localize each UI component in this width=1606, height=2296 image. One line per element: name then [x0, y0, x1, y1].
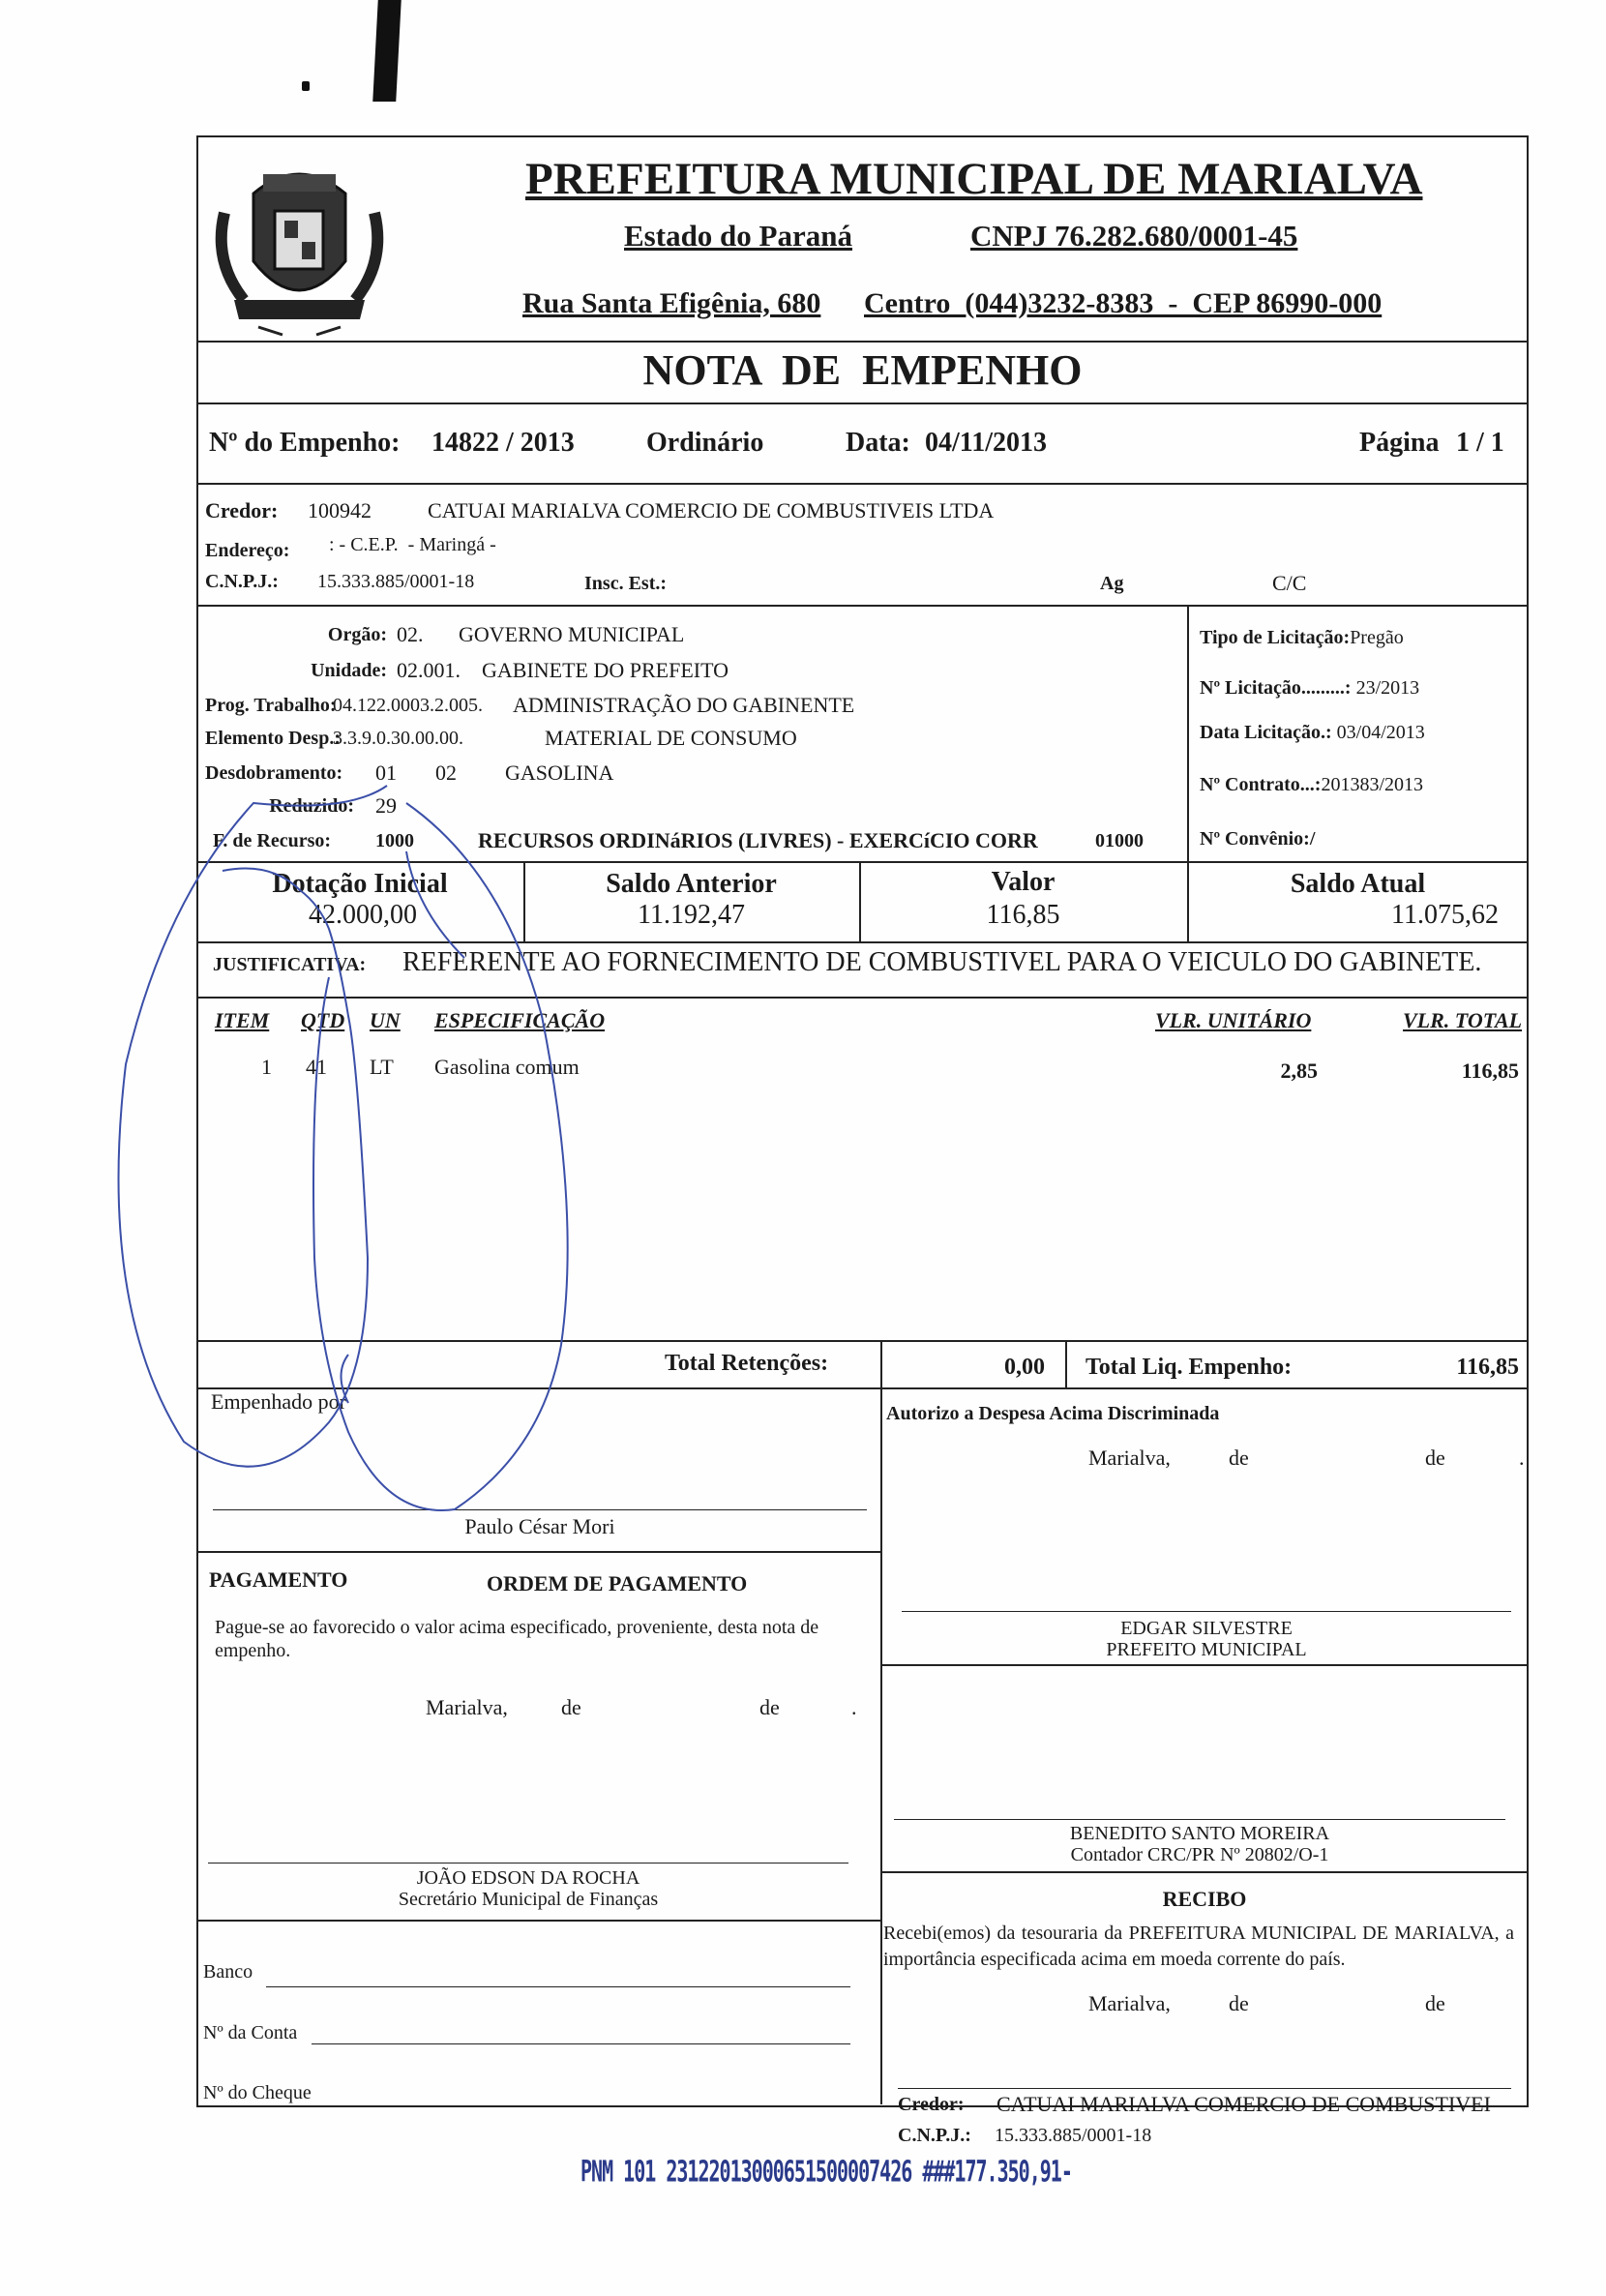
item-qtd: 41 — [306, 1055, 327, 1079]
receipt-creditor-label: Credor: — [898, 2094, 965, 2115]
prog-code: 04.122.0003.2.005. — [333, 695, 483, 716]
cc-label: C/C — [1272, 571, 1307, 595]
secretary-name: JOÃO EDSON DA ROCHA — [416, 1867, 640, 1889]
cnpj-label: C.N.P.J.: — [205, 571, 279, 592]
liquid-value: 116,85 — [1456, 1355, 1519, 1380]
divider — [196, 1551, 880, 1553]
valor-label: Valor — [991, 867, 1056, 897]
divider — [196, 2105, 880, 2107]
coat-of-arms-icon — [205, 155, 394, 339]
elemento-name: MATERIAL DE CONSUMO — [545, 726, 797, 750]
justificativa-text: REFERENTE AO FORNECIMENTO DE COMBUSTIVEL PARA O VEICULO DO GABINETE. — [402, 947, 1482, 977]
payment-order-label: ORDEM DE PAGAMENTO — [487, 1571, 748, 1595]
orgao-name: GOVERNO MUNICIPAL — [459, 622, 685, 646]
elemento-label: Elemento Desp.: — [205, 728, 341, 749]
orgao-label: Orgão: — [327, 624, 387, 645]
desdobramento-a: 01 — [375, 760, 397, 785]
col-header-total: VLR. TOTAL — [1403, 1008, 1523, 1032]
prog-name: ADMINISTRAÇÃO DO GABINENTE — [513, 693, 855, 717]
retencoes-label: Total Retenções: — [665, 1351, 829, 1376]
page-label: Página — [1359, 428, 1440, 458]
receipt-cnpj-label: C.N.P.J.: — [898, 2125, 971, 2146]
reduzido-label: Reduzido: — [269, 795, 354, 817]
receipt-title: RECIBO — [1162, 1887, 1247, 1911]
authentication-stamp: PNM 101 23122013000651500007426 ###177.350,91- — [580, 2154, 1072, 2189]
empenhado-label: Empenhado por — [211, 1389, 346, 1414]
payment-de2: de — [759, 1695, 780, 1719]
divider — [196, 941, 1529, 943]
saldo-atual-label: Saldo Atual — [1290, 869, 1426, 899]
data-licitacao-label — [1200, 722, 1425, 744]
num-licitacao-value: 23/2013 — [1355, 677, 1420, 699]
divider — [196, 403, 1529, 404]
account-label: Nº da Conta — [203, 2022, 298, 2043]
item-unit: LT — [370, 1055, 394, 1079]
header-cnpj: CNPJ 76.282.680/0001-45 — [970, 219, 1298, 253]
secretary-title: Secretário Municipal de Finanças — [398, 1889, 659, 1910]
liquid-label: Total Liq. Empenho: — [1086, 1355, 1293, 1380]
contrato-label-text: Nº Contrato...: — [1200, 774, 1322, 795]
date-value: 04/11/2013 — [925, 428, 1048, 458]
data-licitacao-value: 03/04/2013 — [1336, 722, 1425, 743]
page-value: 1 / 1 — [1456, 428, 1504, 458]
divider — [880, 1664, 1529, 1666]
empenho-value: 14822 / 2013 — [431, 428, 575, 458]
data-licitacao-label-text: Data Licitação.: — [1200, 722, 1332, 743]
tipo-licitacao-value: Pregão — [1350, 627, 1404, 648]
justificativa-label: JUSTIFICATIVA: — [213, 954, 367, 975]
divider — [196, 1387, 1529, 1389]
item-number: 1 — [261, 1055, 272, 1079]
dotacao-label: Dotação Inicial — [272, 869, 448, 899]
address-label: Endereço: — [205, 540, 290, 561]
payment-label: PAGAMENTO — [209, 1567, 348, 1592]
divider — [880, 1871, 1529, 1873]
item-spec: Gasolina comum — [434, 1055, 580, 1079]
retencoes-value: 0,00 — [1004, 1355, 1045, 1380]
col-header-un: UN — [370, 1008, 401, 1032]
convenio-label: Nº Convênio:/ — [1200, 828, 1316, 850]
place-de2: de — [1425, 1446, 1445, 1470]
autorizo-label: Autorizo a Despesa Acima Discriminada — [886, 1403, 1220, 1424]
account-field[interactable] — [312, 2043, 850, 2044]
recurso-code: 1000 — [375, 830, 414, 851]
header-contact: Centro (044)3232-8383 - CEP 86990-000 — [864, 287, 1383, 319]
unidade-label: Unidade: — [311, 660, 387, 681]
payment-dot: . — [851, 1695, 857, 1719]
unidade-name: GABINETE DO PREFEITO — [482, 658, 729, 682]
bank-label: Banco — [203, 1961, 253, 1983]
bank-field[interactable] — [266, 1986, 850, 1987]
divider — [196, 861, 1529, 863]
divider — [880, 1340, 882, 2104]
divider — [196, 1920, 880, 1922]
binder-dot — [302, 81, 310, 91]
ag-label: Ag — [1100, 573, 1124, 594]
place-dot: . — [1519, 1446, 1525, 1470]
saldo-anterior-value: 11.192,47 — [638, 900, 745, 930]
prog-label: Prog. Trabalho: — [205, 695, 337, 716]
valor-value: 116,85 — [986, 900, 1060, 930]
dotacao-value: 42.000,00 — [309, 900, 417, 930]
insc-label: Insc. Est.: — [584, 573, 668, 594]
receipt-de1: de — [1229, 1991, 1249, 2015]
tipo-licitacao-label — [1200, 627, 1404, 649]
receipt-de2: de — [1425, 1991, 1445, 2015]
payment-de1: de — [561, 1695, 581, 1719]
col-header-qtd: QTD — [301, 1008, 345, 1032]
mayor-title: PREFEITO MUNICIPAL — [1106, 1639, 1307, 1660]
signature-line — [213, 1509, 867, 1510]
place-de1: de — [1229, 1446, 1249, 1470]
divider — [196, 997, 1529, 999]
cheque-label: Nº do Cheque — [203, 2082, 312, 2103]
reduzido-value: 29 — [375, 793, 397, 818]
contrato-label — [1200, 774, 1423, 796]
tipo-licitacao-label-text: Tipo de Licitação: — [1200, 627, 1351, 648]
divider — [196, 605, 1529, 607]
divider — [196, 483, 1529, 485]
elemento-code: 3.3.9.0.30.00.00. — [333, 728, 463, 749]
divider — [196, 341, 1529, 343]
accountant-title: Contador CRC/PR Nº 20802/O-1 — [1070, 1844, 1329, 1865]
recurso-ref: 01000 — [1095, 830, 1144, 851]
creditor-code: 100942 — [308, 498, 372, 522]
creditor-label: Credor: — [205, 498, 279, 522]
header-state: Estado do Paraná — [624, 219, 852, 253]
empenho-label: Nº do Empenho: — [209, 428, 401, 458]
divider — [1065, 1342, 1067, 1388]
accountant-name: BENEDITO SANTO MOREIRA — [1069, 1823, 1330, 1844]
signature-line — [894, 1819, 1505, 1820]
payment-text: Pague-se ao favorecido o valor acima especificado, proveniente, desta nota de empenho. — [215, 1617, 819, 1661]
unidade-code: 02.001. — [397, 658, 461, 682]
signature-line — [902, 1611, 1511, 1612]
receipt-text: Recebi(emos) da tesouraria da PREFEITURA MUNICIPAL DE MARIALVA, a importância especificada acima em moeda corrente do país. — [883, 1923, 1514, 1970]
saldo-atual-value: 11.075,62 — [1391, 900, 1499, 930]
document-title: NOTA DE EMPENHO — [642, 346, 1083, 394]
saldo-anterior-label: Saldo Anterior — [606, 869, 777, 899]
num-licitacao-label-text: Nº Licitação.........: — [1200, 677, 1352, 699]
signature-line — [208, 1863, 848, 1864]
cnpj-value: 15.333.885/0001-18 — [317, 571, 475, 592]
signature-line — [898, 2088, 1511, 2089]
col-header-unit-price: VLR. UNITÁRIO — [1155, 1008, 1312, 1032]
creditor-name: CATUAI MARIALVA COMERCIO DE COMBUSTIVEIS LTDA — [428, 498, 995, 522]
receipt-city: Marialva, — [1088, 1991, 1171, 2015]
recurso-label: F. de Recurso: — [213, 830, 332, 851]
contrato-value: 201383/2013 — [1321, 774, 1424, 795]
col-header-item: ITEM — [215, 1008, 270, 1032]
place-city: Marialva, — [1088, 1446, 1171, 1470]
payment-city: Marialva, — [426, 1695, 508, 1719]
mayor-name: EDGAR SILVESTRE — [1120, 1618, 1293, 1639]
divider — [196, 1340, 1529, 1342]
desdobramento-label: Desdobramento: — [205, 762, 343, 784]
empenho-type: Ordinário — [646, 428, 764, 458]
divider — [1187, 605, 1189, 861]
desdobramento-name: GASOLINA — [505, 760, 614, 785]
binder-mark — [372, 0, 402, 102]
col-header-spec: ESPECIFICAÇÃO — [434, 1008, 606, 1032]
empenhado-name: Paulo César Mori — [464, 1514, 615, 1538]
recurso-name: RECURSOS ORDINáRIOS (LIVRES) - EXERCíCIO CORR — [478, 828, 1038, 852]
item-unit-price: 2,85 — [1280, 1059, 1318, 1083]
orgao-code: 02. — [397, 622, 424, 646]
receipt-cnpj-value: 15.333.885/0001-18 — [995, 2125, 1152, 2146]
address-value: : - C.E.P. - Maringá - — [329, 534, 496, 555]
date-label: Data: — [846, 428, 910, 458]
receipt-creditor-name: CATUAI MARIALVA COMERCIO DE COMBUSTIVEI — [996, 2092, 1491, 2116]
desdobramento-b: 02 — [435, 760, 457, 785]
num-licitacao-label — [1200, 677, 1419, 700]
item-total: 116,85 — [1461, 1059, 1519, 1083]
header-street: Rua Santa Efigênia, 680 — [522, 287, 821, 319]
page-title: PREFEITURA MUNICIPAL DE MARIALVA — [525, 154, 1423, 204]
